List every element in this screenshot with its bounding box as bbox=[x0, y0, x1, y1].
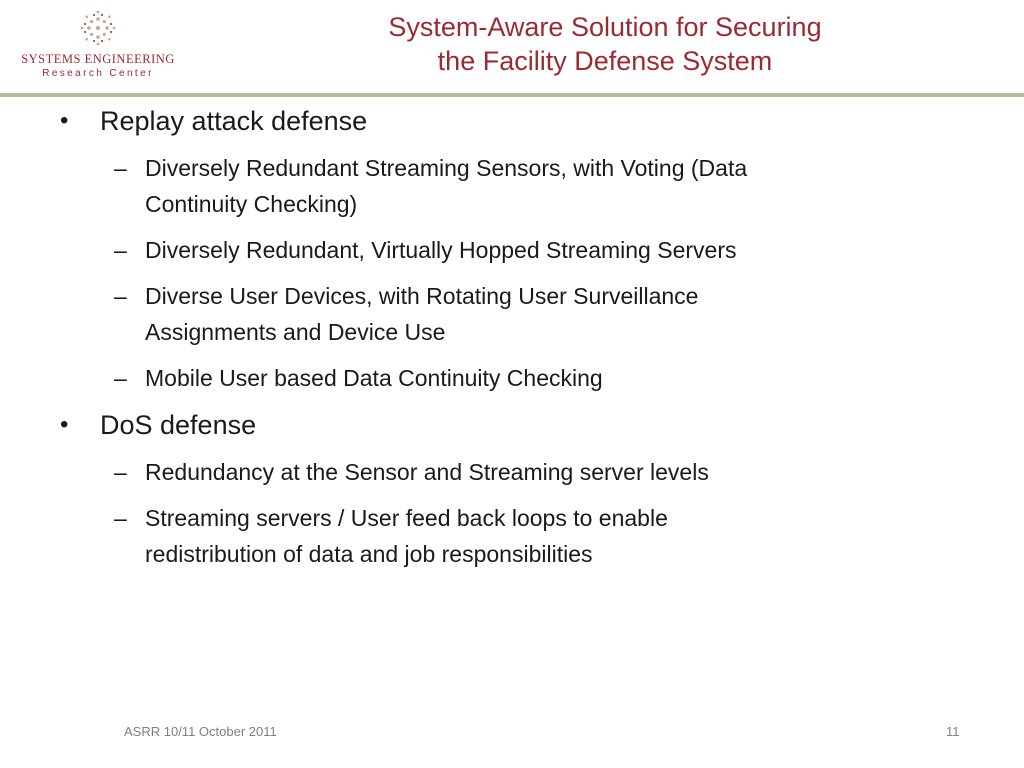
list-item-line: Streaming servers / User feed back loops to enable bbox=[145, 505, 668, 531]
list-item-line: Assignments and Device Use bbox=[145, 319, 446, 345]
section-heading-replay: Replay attack defense bbox=[100, 106, 368, 136]
list-item-line: Diversely Redundant Streaming Sensors, with Voting (Data bbox=[145, 155, 748, 181]
dash-icon: – bbox=[114, 365, 127, 391]
logo bbox=[8, 8, 188, 80]
slide-title-line1: System-Aware Solution for Securing bbox=[388, 12, 822, 42]
logo-text-line2: Research Center bbox=[42, 68, 154, 79]
list-item-line: Continuity Checking) bbox=[145, 191, 358, 217]
dash-icon: – bbox=[114, 505, 127, 531]
list-item bbox=[145, 500, 905, 572]
dash-icon: – bbox=[114, 155, 127, 181]
list-item bbox=[145, 150, 905, 222]
slide-title-line2: the Facility Defense System bbox=[437, 46, 773, 76]
bullet-dot-icon: • bbox=[60, 411, 69, 438]
logo-text-line1: SYSTEMS ENGINEERING bbox=[21, 52, 175, 66]
bullet-dot-icon: • bbox=[60, 107, 69, 134]
list-item-line: Mobile User based Data Continuity Checking bbox=[145, 365, 603, 391]
list-item-line: redistribution of data and job responsibilities bbox=[145, 541, 593, 567]
title-divider bbox=[0, 93, 1024, 97]
list-item-line: Redundancy at the Sensor and Streaming server levels bbox=[145, 459, 709, 485]
list-item-line: Diversely Redundant, Virtually Hopped Streaming Servers bbox=[145, 237, 737, 263]
list-item bbox=[145, 454, 905, 490]
list-item bbox=[145, 360, 905, 396]
slide-title bbox=[300, 10, 910, 78]
dash-icon: – bbox=[114, 237, 127, 263]
list-item-line: Diverse User Devices, with Rotating User Surveillance bbox=[145, 283, 699, 309]
list-item bbox=[145, 278, 905, 350]
footer-event-date: ASRR 10/11 October 2011 bbox=[124, 724, 277, 739]
section-heading-dos: DoS defense bbox=[100, 410, 257, 440]
dash-icon: – bbox=[114, 283, 127, 309]
page-number: 11 bbox=[946, 724, 960, 739]
list-item bbox=[145, 232, 905, 268]
logo-star-icon bbox=[78, 8, 118, 48]
dash-icon: – bbox=[114, 459, 127, 485]
